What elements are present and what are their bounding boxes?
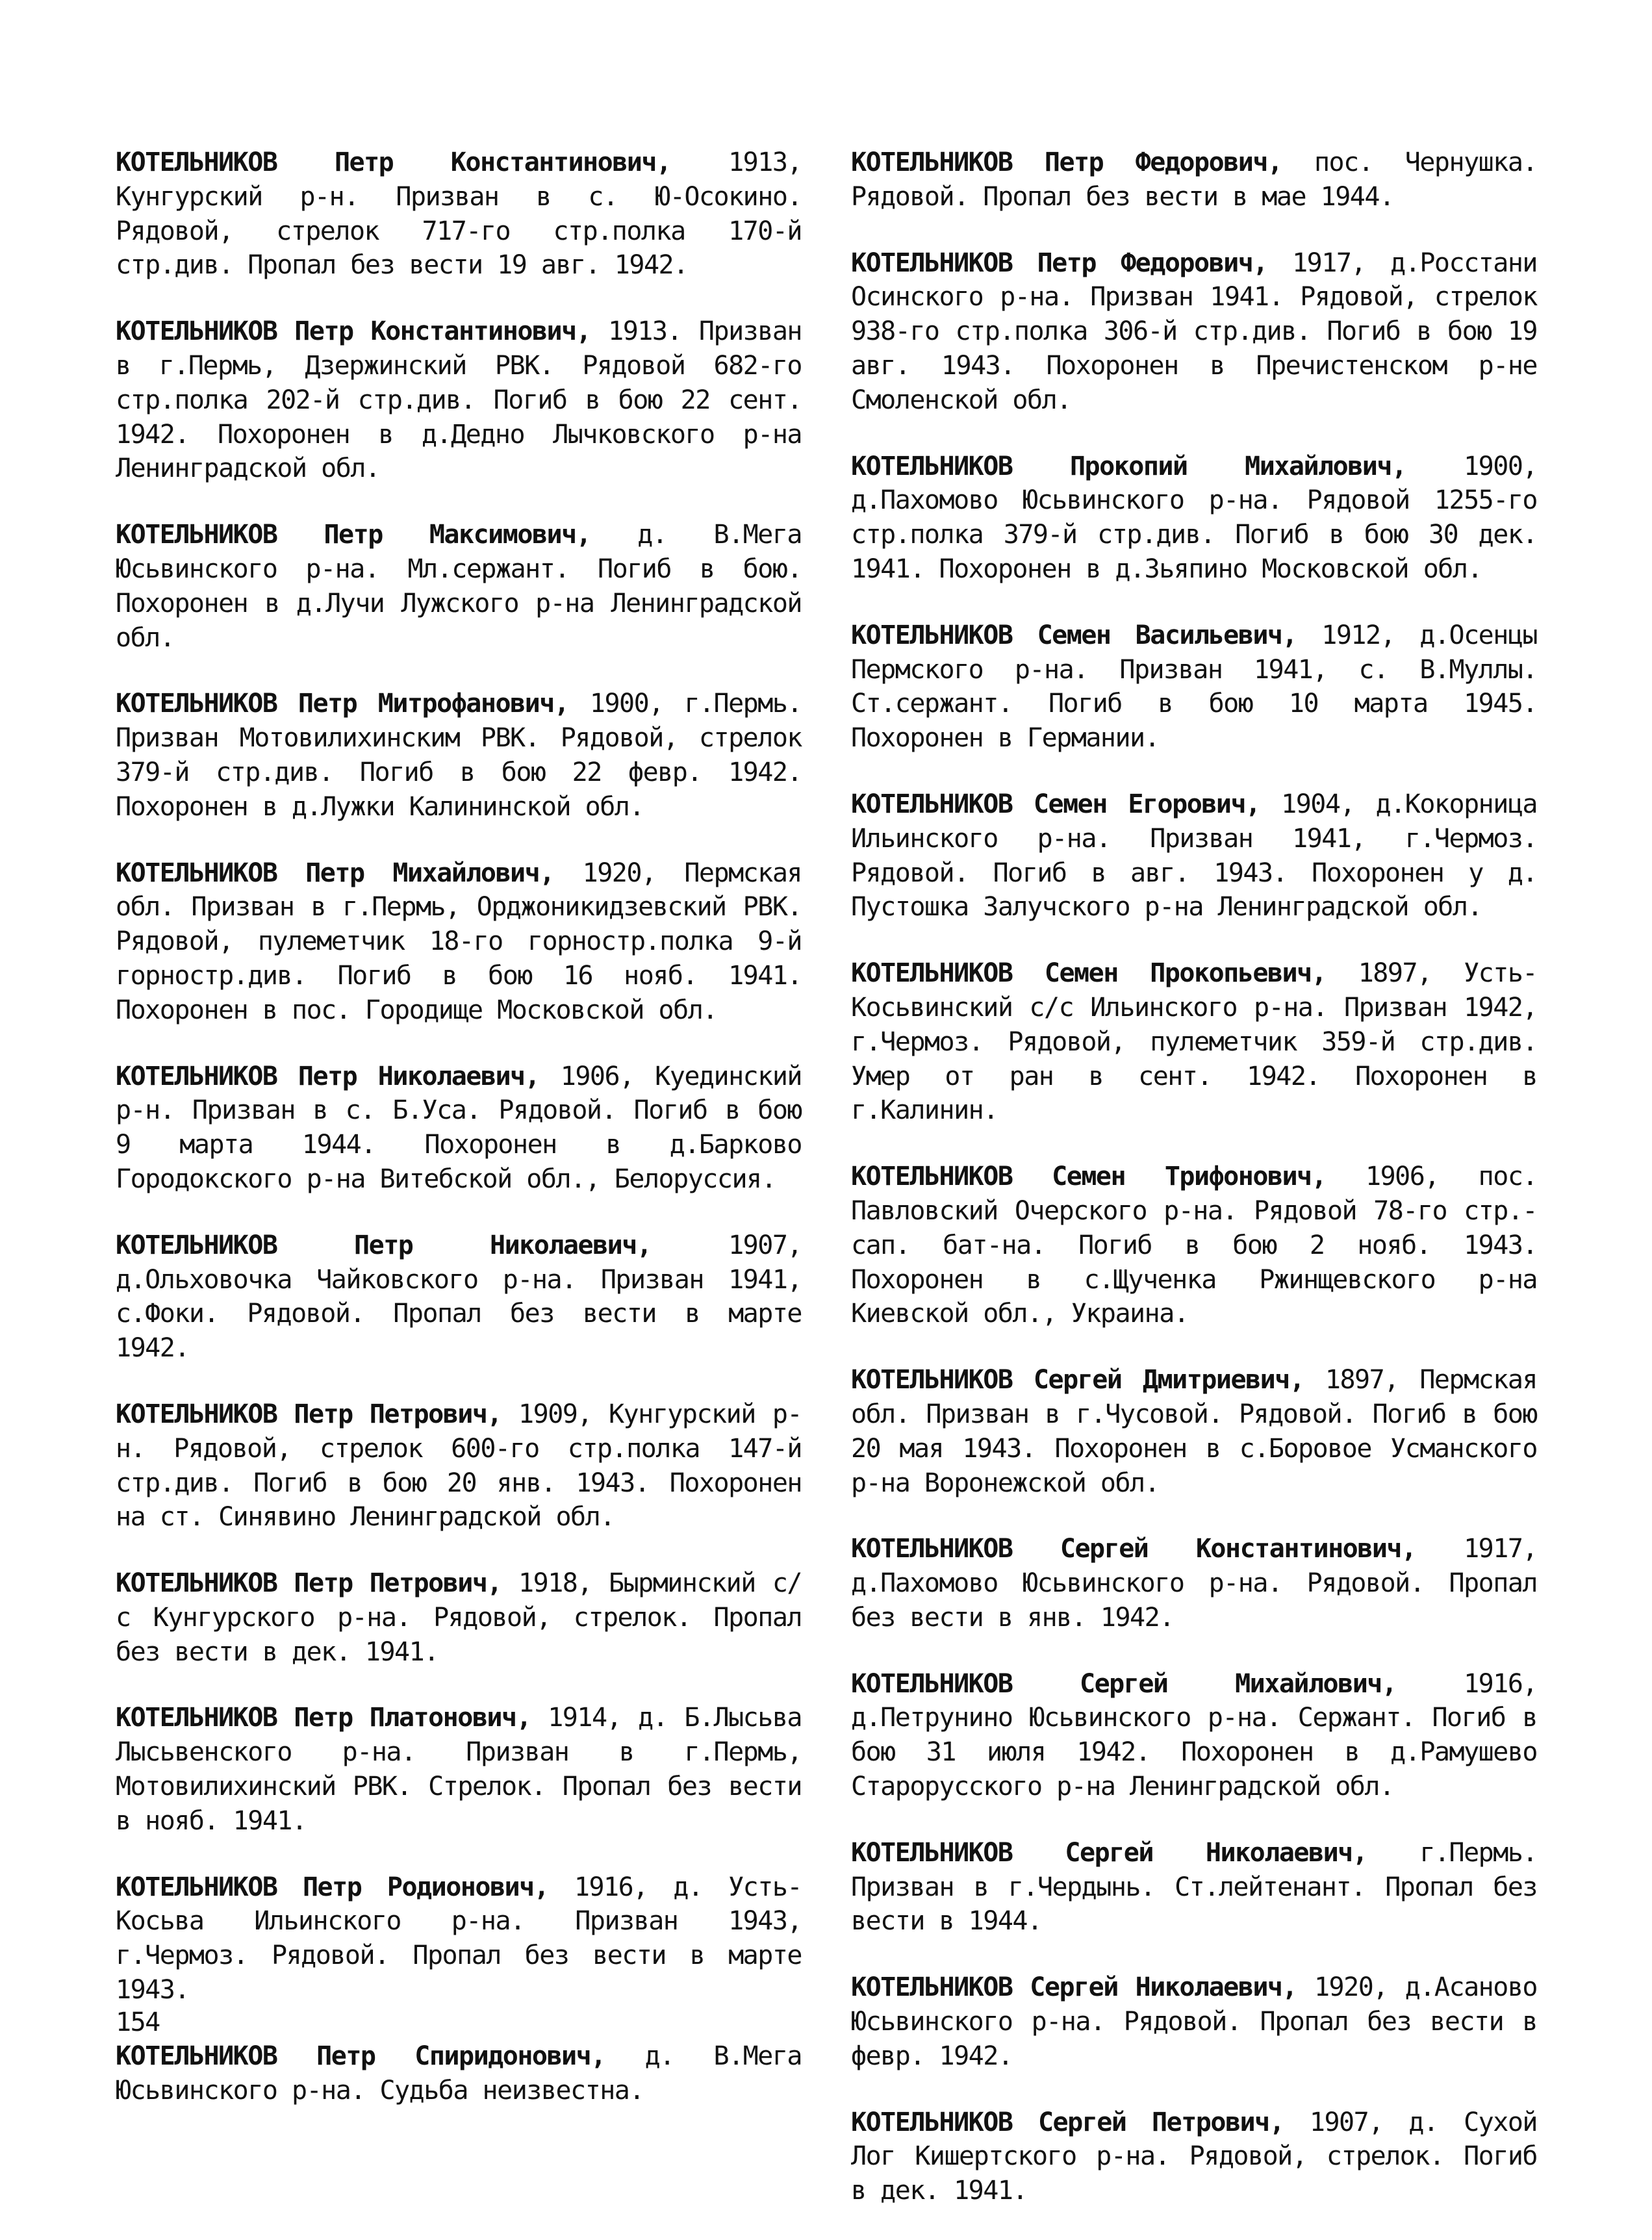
- record-text: пос. Чернушка. Рядовой. Пропал без вести в мае 1944.: [851, 147, 1537, 212]
- record-entry: [116, 1701, 802, 1838]
- record-name: КОТЕЛЬНИКОВ Сергей Николаевич,: [851, 1837, 1367, 1868]
- page-number: 154: [116, 2007, 160, 2037]
- record-text: 1906, пос. Павловский Очерского р-на. Рядовой 78-го стр.-сап. бат-на. Погиб в бою 2 нояб. 1943. Похоронен в с.Щученка Ржинщевского р-на Киевской обл., Украина.: [851, 1162, 1537, 1329]
- record-text: 1917, д.Росстани Осинского р-на. Призван 1941. Рядовой, стрелок 938-го стр.полка 306-й стр.див. Погиб в бою 19 авг. 1943. Похоронен в Пречистенском р-не Смоленской обл.: [851, 248, 1537, 415]
- left-column: [116, 146, 802, 2139]
- record-text: 1916, д.Петрунино Юсьвинского р-на. Сержант. Погиб в бою 31 июля 1942. Похоронен в д.Рамушево Старорусского р-на Ленинградской обл.: [851, 1668, 1537, 1802]
- record-entry: [851, 1363, 1537, 1500]
- record-name: КОТЕЛЬНИКОВ Петр Константинович,: [116, 147, 671, 177]
- record-entry: [116, 314, 802, 486]
- record-entry: [116, 856, 802, 1028]
- record-text: 1913, Кунгурский р-н. Призван в с. Ю-Осокино. Рядовой, стрелок 717-го стр.полка 170-й стр.див. Пропал без вести 19 авг. 1942.: [116, 147, 802, 281]
- record-text: 1900, г.Пермь. Призван Мотовилихинским РВК. Рядовой, стрелок 379-й стр.див. Погиб в бою 22 февр. 1942. Похоронен в д.Лужки Калининской обл.: [116, 689, 802, 822]
- record-text: 1914, д. Б.Лысьва Лысьвенского р-на. Призван в г.Пермь, Мотовилихинский РВК. Стрелок. Пропал без вести в нояб. 1941.: [116, 1703, 802, 1836]
- record-text: 1909, Кунгурский р-н. Рядовой, стрелок 600-го стр.полка 147-й стр.див. Погиб в бою 20 янв. 1943. Похоронен на ст. Синявино Ленинградской обл.: [116, 1399, 802, 1533]
- record-name: КОТЕЛЬНИКОВ Петр Петрович,: [116, 1399, 502, 1429]
- record-entry: [851, 246, 1537, 418]
- record-text: д. В.Мега Юсьвинского р-на. Мл.сержант. Погиб в бою. Похоронен в д.Лучи Лужского р-на Ленинградской обл.: [116, 520, 802, 653]
- record-name: КОТЕЛЬНИКОВ Петр Константинович,: [116, 316, 591, 347]
- record-entry: [851, 618, 1537, 756]
- right-column: [851, 146, 1537, 2240]
- record-name: КОТЕЛЬНИКОВ Петр Спиридонович,: [116, 2041, 605, 2071]
- record-name: КОТЕЛЬНИКОВ Сергей Петрович,: [851, 2107, 1284, 2137]
- record-text: 1913. Призван в г.Пермь, Дзержинский РВК. Рядовой 682-го стр.полка 202-й стр.див. Погиб в бою 22 сент. 1942. Похоронен в д.Дедно Лычковского р-на Ленинградской обл.: [116, 316, 802, 484]
- record-entry: [851, 2106, 1537, 2208]
- record-text: 1897, Усть-Косьвинский с/с Ильинского р-на. Призван 1942, г.Чермоз. Рядовой, пулеметчик 359-й стр.див. Умер от ран в сент. 1942. Похоронен в г.Калинин.: [851, 958, 1537, 1126]
- record-entry: [851, 787, 1537, 924]
- record-name: КОТЕЛЬНИКОВ Петр Родионович,: [116, 1872, 549, 1902]
- record-entry: [116, 1566, 802, 1669]
- record-text: 1900, д.Пахомово Юсьвинского р-на. Рядовой 1255-го стр.полка 379-й стр.див. Погиб в бою 30 дек. 1941. Похоронен в д.Зьяпино Московской обл.: [851, 451, 1537, 584]
- record-text: 1917, д.Пахомово Юсьвинского р-на. Рядовой. Пропал без вести в янв. 1942.: [851, 1534, 1537, 1633]
- record-name: КОТЕЛЬНИКОВ Сергей Михайлович,: [851, 1668, 1397, 1699]
- record-entry: [851, 1160, 1537, 1331]
- record-entry: [116, 1397, 802, 1534]
- record-text: 1907, д.Ольховочка Чайковского р-на. Призван 1941, с.Фоки. Рядовой. Пропал без вести в марте 1942.: [116, 1230, 802, 1364]
- record-entry: [851, 1970, 1537, 2073]
- record-name: КОТЕЛЬНИКОВ Петр Федорович,: [851, 248, 1267, 278]
- record-name: КОТЕЛЬНИКОВ Петр Михайлович,: [116, 858, 554, 888]
- record-entry: [116, 1870, 802, 2007]
- record-entry: [116, 146, 802, 283]
- record-text: 1920, д.Асаново Юсьвинского р-на. Рядовой. Пропал без вести в февр. 1942.: [851, 1972, 1537, 2071]
- record-entry: [851, 1532, 1537, 1635]
- record-text: г.Пермь. Призван в г.Чердынь. Ст.лейтенант. Пропал без вести в 1944.: [851, 1837, 1537, 1937]
- record-text: 1907, д. Сухой Лог Кишертского р-на. Рядовой, стрелок. Погиб в дек. 1941.: [851, 2107, 1537, 2206]
- record-entry: [116, 1228, 802, 1366]
- record-text: 1897, Пермская обл. Призван в г.Чусовой. Рядовой. Погиб в бою 20 мая 1943. Похоронен в с.Боровое Усманского р-на Воронежской обл.: [851, 1365, 1537, 1498]
- record-text: 1906, Куединский р-н. Призван в с. Б.Уса. Рядовой. Погиб в бою 9 марта 1944. Похоронен в д.Барково Городокского р-на Витебской обл., Белоруссия.: [116, 1061, 802, 1194]
- record-name: КОТЕЛЬНИКОВ Петр Николаевич,: [116, 1061, 540, 1091]
- record-name: КОТЕЛЬНИКОВ Семен Егорович,: [851, 789, 1260, 819]
- record-name: КОТЕЛЬНИКОВ Петр Федорович,: [851, 147, 1282, 177]
- record-entry: [116, 2039, 802, 2108]
- record-name: КОТЕЛЬНИКОВ Петр Николаевич,: [116, 1230, 652, 1260]
- record-name: КОТЕЛЬНИКОВ Семен Прокопьевич,: [851, 958, 1327, 989]
- record-name: КОТЕЛЬНИКОВ Прокопий Михайлович,: [851, 451, 1406, 481]
- record-text: 1904, д.Кокорница Ильинского р-на. Призван 1941, г.Чермоз. Рядовой. Погиб в авг. 1943. Похоронен у д. Пустошка Залучского р-на Ленинградской обл.: [851, 789, 1537, 923]
- record-entry: [116, 518, 802, 655]
- record-name: КОТЕЛЬНИКОВ Сергей Дмитриевич,: [851, 1365, 1304, 1395]
- record-name: КОТЕЛЬНИКОВ Семен Трифонович,: [851, 1162, 1327, 1192]
- record-entry: [851, 956, 1537, 1128]
- record-text: 1916, д. Усть-Косьва Ильинского р-на. Призван 1943, г.Чермоз. Рядовой. Пропал без вести в марте 1943.: [116, 1872, 802, 2005]
- record-name: КОТЕЛЬНИКОВ Сергей Николаевич,: [851, 1972, 1297, 2003]
- record-name: КОТЕЛЬНИКОВ Сергей Константинович,: [851, 1534, 1416, 1564]
- record-name: КОТЕЛЬНИКОВ Петр Максимович,: [116, 520, 591, 550]
- record-entry: [851, 1836, 1537, 1939]
- record-text: 1920, Пермская обл. Призван в г.Пермь, Орджоникидзевский РВК. Рядовой, пулеметчик 18-го горностр.полка 9-й горностр.див. Погиб в бою 16 нояб. 1941. Похоронен в пос. Городище Московской обл.: [116, 858, 802, 1025]
- record-entry: [851, 146, 1537, 214]
- record-entry: [851, 450, 1537, 587]
- record-entry: [851, 1667, 1537, 1804]
- record-entry: [116, 1060, 802, 1197]
- record-entry: [116, 687, 802, 824]
- record-name: КОТЕЛЬНИКОВ Семен Васильевич,: [851, 620, 1297, 650]
- record-name: КОТЕЛЬНИКОВ Петр Петрович,: [116, 1568, 502, 1599]
- record-text: д. В.Мега Юсьвинского р-на. Судьба неизвестна.: [116, 2041, 802, 2106]
- record-text: 1912, д.Осенцы Пермского р-на. Призван 1941, с. В.Муллы. Ст.сержант. Погиб в бою 10 марта 1945. Похоронен в Германии.: [851, 620, 1537, 754]
- record-name: КОТЕЛЬНИКОВ Петр Платонович,: [116, 1703, 531, 1733]
- record-text: 1918, Бырминский с/с Кунгурского р-на. Рядовой, стрелок. Пропал без вести в дек. 1941.: [116, 1568, 802, 1667]
- record-name: КОТЕЛЬНИКОВ Петр Митрофанович,: [116, 689, 569, 719]
